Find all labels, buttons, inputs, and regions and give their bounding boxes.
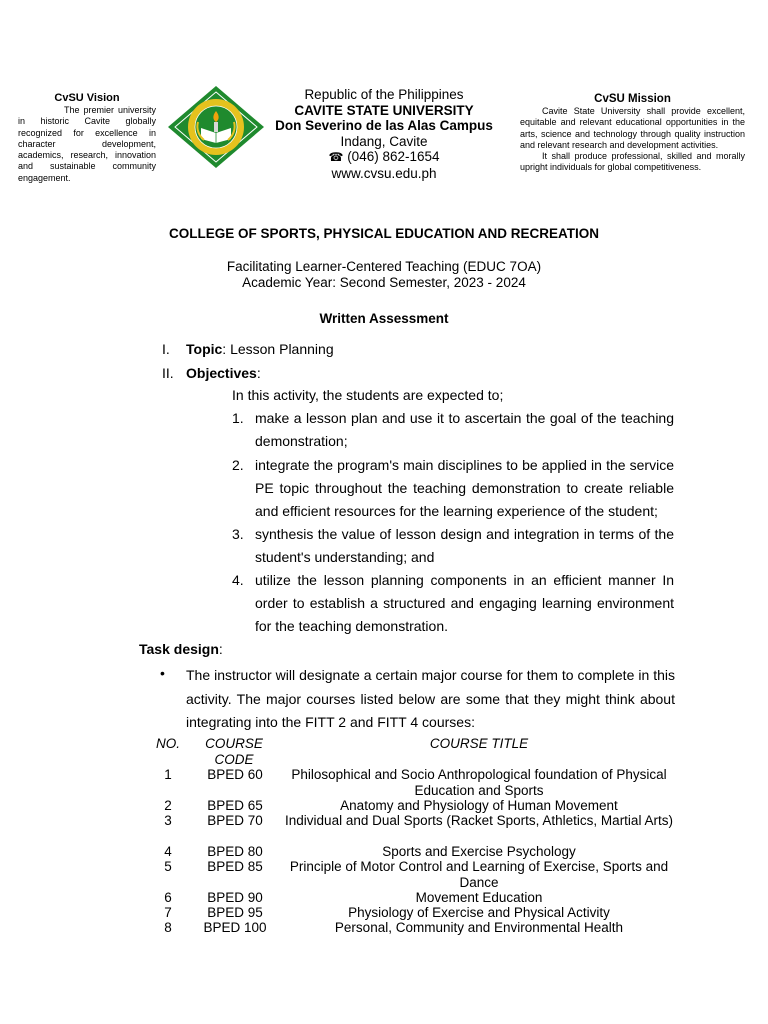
task-bullet-text: The instructor will designate a certain major course for them to complete in this activity. The major courses listed below are some that they might think about integrating into the FITT 2 and FITT 4 courses: bbox=[186, 667, 675, 730]
table-cell-title: Philosophical and Socio Anthropological foundation of Physical Education and Sports bbox=[291, 767, 667, 798]
table-header-title: COURSE TITLE bbox=[429, 736, 529, 751]
table-cell-title: Physiology of Exercise and Physical Activity bbox=[348, 905, 610, 920]
section-topic bbox=[186, 338, 334, 361]
vision-title: CvSU Vision bbox=[54, 92, 120, 104]
university-name: CAVITE STATE UNIVERSITY bbox=[294, 102, 474, 118]
table-cell-code: BPED 95 bbox=[207, 905, 263, 920]
phone-number: (046) 862-1654 bbox=[347, 149, 440, 165]
section-objectives: Objectives: bbox=[186, 365, 261, 381]
objectives-label: Objectives bbox=[186, 365, 257, 381]
table-cell-no: 2 bbox=[164, 798, 172, 813]
phone-line bbox=[268, 149, 500, 166]
vision-block bbox=[18, 92, 156, 184]
table-cell-no: 7 bbox=[164, 905, 172, 920]
topic-value: : Lesson Planning bbox=[222, 341, 334, 357]
mission-text-1: Cavite State University shall provide excellent, equitable and relevant educational opportunities in the arts, science and technology through quality instruction and relevant research and development activities. bbox=[520, 106, 745, 150]
table-cell-code: BPED 60 bbox=[207, 767, 263, 782]
table-cell-no: 8 bbox=[164, 920, 172, 935]
objectives-intro: In this activity, the students are expected to; bbox=[232, 387, 504, 403]
table-cell-no: 6 bbox=[164, 890, 172, 905]
task-design-heading: Task design: bbox=[139, 641, 223, 657]
university-seal-logo bbox=[166, 84, 266, 170]
telephone-icon: ☎ bbox=[328, 150, 344, 165]
location-line: Indang, Cavite bbox=[340, 133, 428, 149]
college-name: COLLEGE OF SPORTS, PHYSICAL EDUCATION AND RECREATION bbox=[168, 226, 600, 241]
table-cell-no: 3 bbox=[164, 813, 172, 828]
objective-item: 3. synthesis the value of lesson design and integration in terms of the student's understanding; and bbox=[232, 526, 674, 565]
table-cell-title: Movement Education bbox=[415, 890, 543, 905]
bullet-icon: • bbox=[160, 665, 165, 681]
objective-item: 4. utilize the lesson planning components in an efficient manner In order to establish a structured and engaging learning environment for the teaching demonstration. bbox=[232, 572, 674, 634]
table-cell-code: BPED 65 bbox=[207, 798, 263, 813]
assessment-title: Written Assessment bbox=[319, 311, 449, 326]
table-header-code: COURSE CODE bbox=[205, 736, 263, 767]
mission-title: CvSU Mission bbox=[594, 93, 671, 105]
table-cell-no: 4 bbox=[164, 844, 172, 859]
course-info bbox=[0, 259, 768, 291]
table-cell-no: 1 bbox=[164, 767, 172, 782]
mission-text-2: It shall produce professional, skilled and morally upright individuals for global competitiveness. bbox=[520, 151, 745, 173]
table-header-no: NO. bbox=[155, 736, 180, 751]
website-line: www.cvsu.edu.ph bbox=[331, 165, 437, 181]
academic-year: Academic Year: Second Semester, 2023 - 2024 bbox=[242, 275, 526, 290]
table-cell-code: BPED 85 bbox=[207, 859, 263, 874]
task-label: Task design bbox=[139, 641, 219, 657]
republic-line: Republic of the Philippines bbox=[304, 87, 464, 102]
table-cell-code: BPED 70 bbox=[207, 813, 263, 828]
table-cell-title: Personal, Community and Environmental Health bbox=[334, 920, 624, 935]
section-numeral-1: I. bbox=[162, 341, 170, 357]
table-cell-code: BPED 100 bbox=[203, 920, 267, 935]
table-cell-title: Sports and Exercise Psychology bbox=[382, 844, 576, 859]
vision-text: The premier university in historic Cavite globally recognized for excellence in character development, academics, research, innovation and sustainable community engagement. bbox=[18, 105, 156, 183]
table-cell-title: Principle of Motor Control and Learning of Exercise, Sports and Dance bbox=[289, 859, 669, 890]
table-cell-title: Anatomy and Physiology of Human Movement bbox=[340, 798, 618, 813]
mission-block bbox=[520, 93, 745, 174]
objective-item: 2. integrate the program's main disciplines to be applied in the service PE topic throughout the teaching demonstration to create reliable and efficient resources for the learning experience of the student; bbox=[232, 457, 674, 519]
table-cell-no: 5 bbox=[164, 859, 172, 874]
topic-label: Topic bbox=[186, 341, 223, 357]
objective-item: 1. make a lesson plan and use it to ascertain the goal of the teaching demonstration; bbox=[232, 410, 674, 449]
campus-name: Don Severino de las Alas Campus bbox=[275, 118, 493, 134]
table-cell-title: Individual and Dual Sports (Racket Sports, Athletics, Martial Arts) bbox=[285, 813, 673, 828]
course-title: Facilitating Learner-Centered Teaching (EDUC 7OA) bbox=[226, 259, 542, 274]
university-header bbox=[268, 87, 500, 182]
section-numeral-2: II. bbox=[162, 365, 174, 381]
table-cell-code: BPED 90 bbox=[207, 890, 263, 905]
table-cell-code: BPED 80 bbox=[207, 844, 263, 859]
